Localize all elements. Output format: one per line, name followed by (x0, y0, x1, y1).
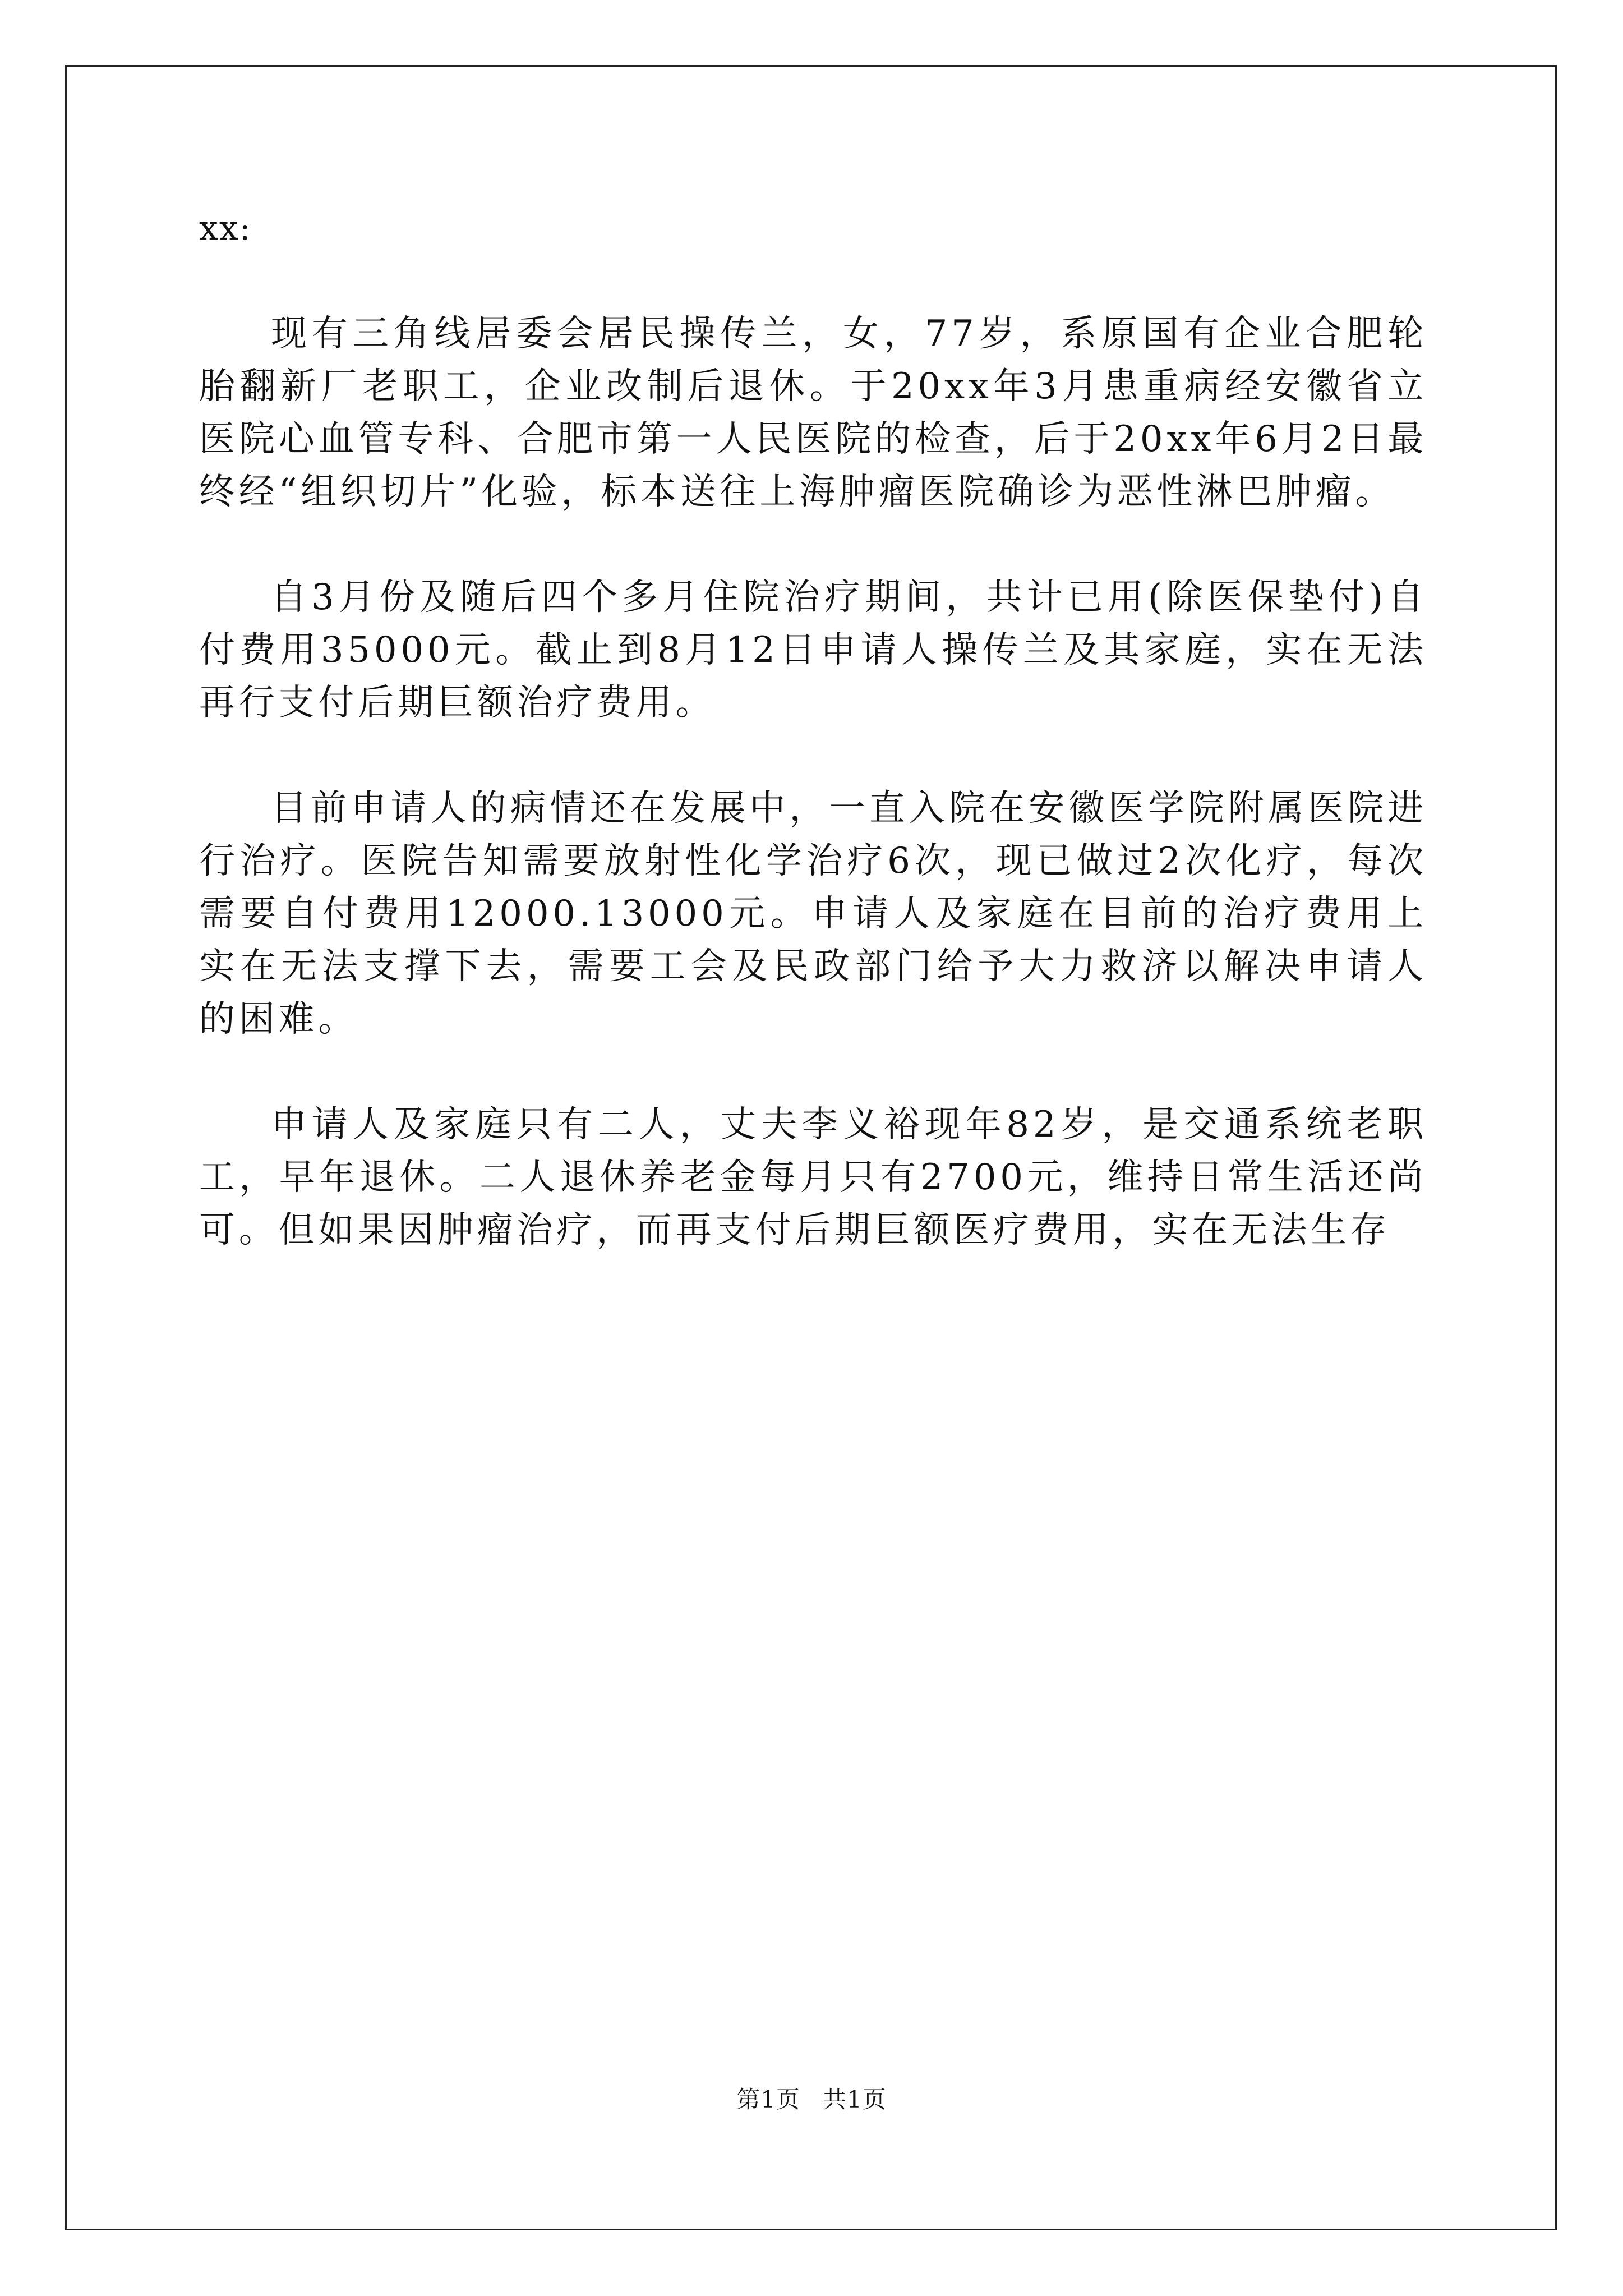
page-number: 第1页 (736, 2086, 800, 2113)
document-body (199, 202, 1427, 1309)
paragraph: 自3月份及随后四个多月住院治疗期间，共计已用(除医保垫付)自付费用35000元。截止到8月12日申请人操传兰及其家庭，实在无法再行支付后期巨额治疗费用。 (199, 577, 1427, 724)
paragraph: 目前申请人的病情还在发展中，一直入院在安徽医学院附属医院进行治疗。医院告知需要放射性化学治疗6次，现已做过2次化疗，每次需要自付费用12000.13000元。申请人及家庭在目前的治疗费用上实在无法支撑下去，需要工会及民政部门给予大力救济以解决申请人的困难。 (199, 788, 1427, 1040)
page-footer (0, 2084, 1623, 2115)
paragraph: 现有三角线居委会居民操传兰，女，77岁，系原国有企业合肥轮胎翻新厂老职工，企业改制后退休。于20xx年3月患重病经安徽省立医院心血管专科、合肥市第一人民医院的检查，后于20xx年6月2日最终经“组织切片”化验，标本送往上海肿瘤医院确诊为恶性淋巴肿瘤。 (199, 313, 1427, 513)
salutation: xx: (199, 209, 252, 248)
page-total: 共1页 (823, 2086, 887, 2113)
paragraph: 申请人及家庭只有二人，丈夫李义裕现年82岁，是交通系统老职工，早年退休。二人退休养老金每月只有2700元，维持日常生活还尚可。但如果因肿瘤治疗，而再支付后期巨额医疗费用，实在无法生存 (199, 1104, 1427, 1251)
